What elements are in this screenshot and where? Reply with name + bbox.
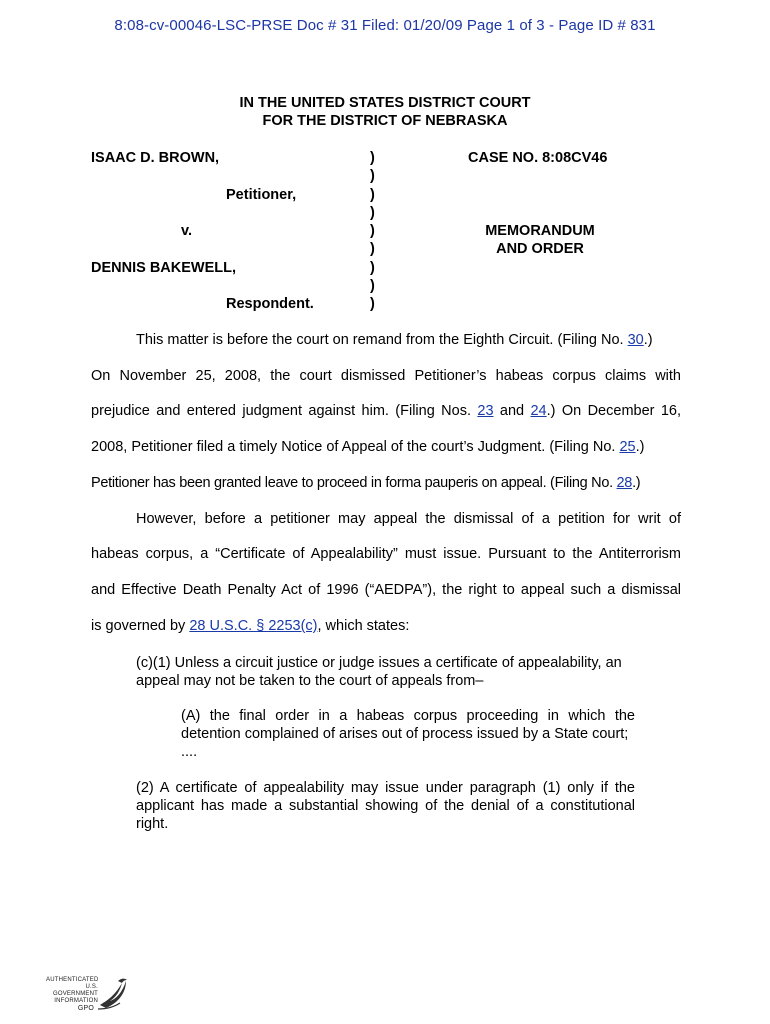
caption-paren: ): [370, 186, 375, 203]
court-heading-line2: FOR THE DISTRICT OF NEBRASKA: [262, 113, 508, 129]
caption-parens: [370, 149, 382, 314]
respondent-role: Respondent.: [226, 296, 314, 312]
caption-paren: ): [370, 150, 375, 166]
document-title: [440, 222, 640, 259]
quote-a: (A) the final order in a habeas corpus proceeding in which the detention complained of arises out of process issued by a State court;: [181, 708, 635, 742]
caption-paren: ): [370, 168, 375, 185]
text-line: 2008, Petitioner filed a timely Notice of Appeal of the court’s Judgment. (Filing No. 25.): [91, 439, 645, 455]
text-line: and Effective Death Penalty Act of 1996 (“AEDPA”), the right to appeal such a dismissal: [91, 582, 681, 598]
seal-line: U.S. GOVERNMENT: [52, 984, 98, 997]
text-line: prejudice and entered judgment against him. (Filing Nos. 23 and 24.) On December 16,: [91, 403, 682, 419]
court-heading: [0, 94, 770, 130]
caption-paren: ): [370, 278, 375, 295]
filing-link[interactable]: 30: [627, 332, 644, 348]
document-title-line1: MEMORANDUM: [485, 223, 595, 239]
seal-line: INFORMATION: [54, 998, 98, 1004]
text-line: On November 25, 2008, the court dismissed Petitioner’s habeas corpus claims with: [91, 368, 681, 384]
quote-ellipsis: ....: [181, 744, 198, 760]
caption-paren: ): [370, 204, 375, 221]
versus-label: v.: [181, 223, 193, 239]
caption-paren: ): [370, 259, 375, 276]
filing-link[interactable]: 23: [477, 403, 494, 419]
text-line: Petitioner has been granted leave to proceed in forma pauperis on appeal. (Filing No. 28.): [91, 475, 641, 491]
seal-line: GPO: [77, 1005, 94, 1012]
filing-link[interactable]: 24: [530, 403, 547, 419]
case-number: CASE NO. 8:08CV46: [468, 150, 608, 166]
caption-paren: ): [370, 223, 375, 240]
respondent-name: DENNIS BAKEWELL,: [91, 260, 236, 276]
caption-paren: ): [370, 241, 375, 258]
text-line: However, before a petitioner may appeal the dismissal of a petition for writ of: [136, 511, 681, 527]
caption-paren: ): [370, 296, 375, 313]
petitioner-name: ISAAC D. BROWN,: [91, 150, 220, 166]
quote-c2: (2) A certificate of appealability may issue under paragraph (1) only if the applicant has made a substantial showing of the denial of a constitutional right.: [136, 780, 635, 832]
filing-stamp: 8:08-cv-00046-LSC-PRSE Doc # 31 Filed: 01/20/09 Page 1 of 3 - Page ID # 831: [114, 17, 656, 34]
eagle-icon: [96, 975, 130, 1015]
statute-link[interactable]: 28 U.S.C. § 2253(c): [189, 618, 318, 634]
court-heading-line1: IN THE UNITED STATES DISTRICT COURT: [239, 95, 531, 111]
seal-line: AUTHENTICATED: [46, 977, 99, 983]
gpo-authentication-seal: [46, 975, 136, 1015]
document-title-line2: AND ORDER: [496, 241, 584, 258]
filing-link[interactable]: 28: [616, 475, 633, 491]
filing-link[interactable]: 25: [619, 439, 636, 455]
text-line: habeas corpus, a “Certificate of Appealability” must issue. Pursuant to the Antiterrorism: [91, 546, 681, 562]
text-line: This matter is before the court on remand from the Eighth Circuit. (Filing No. 30.): [136, 332, 653, 348]
text-line: is governed by 28 U.S.C. § 2253(c), which states:: [91, 618, 410, 634]
quote-c1: (c)(1) Unless a circuit justice or judge issues a certificate of appealability, an appeal may not be taken to the court of appeals from–: [136, 655, 622, 689]
petitioner-role: Petitioner,: [226, 187, 297, 203]
